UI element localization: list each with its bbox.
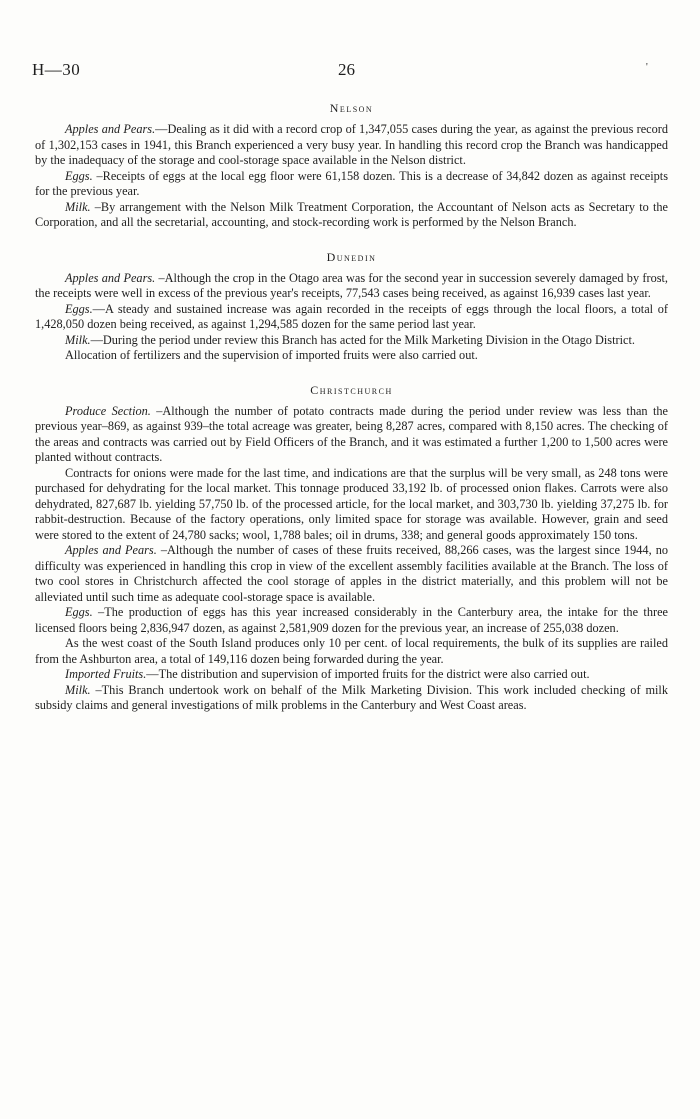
paragraph bbox=[35, 683, 668, 714]
page-reference: H—30 bbox=[32, 60, 81, 79]
paragraph-text: Allocation of fertilizers and the supervision of imported fruits were also carried out. bbox=[65, 348, 478, 362]
paragraph-text: –This Branch undertook work on behalf of the Milk Marketing Division. This work included checking of milk subsidy claims and general investigations of milk problems in the Canterbury and West Coast areas. bbox=[35, 682, 668, 712]
corner-mark: ' bbox=[646, 62, 648, 73]
paragraph-lead: Milk. bbox=[65, 682, 91, 697]
paragraph-lead: Apples and Pears. bbox=[65, 543, 157, 557]
paragraph bbox=[35, 169, 668, 200]
paragraph bbox=[35, 636, 668, 667]
paragraph bbox=[35, 333, 668, 349]
paragraph-text: –Although the number of potato contracts made during the period under review was less than the previous year–869, as against 939–the total acreage was greater, being 8,287 acres, compared with 8,150 acres. The checking of the areas and contracts was carried out by Field Officers of the Branch, and it was estimated a further 1,200 to 1,500 acres were planted without contracts. bbox=[35, 403, 668, 464]
paragraph bbox=[35, 543, 668, 605]
paragraph bbox=[35, 605, 668, 636]
section-heading-nelson: Nelson bbox=[329, 101, 374, 115]
paragraph bbox=[35, 667, 668, 683]
paragraph-text: —A steady and sustained increase was again recorded in the receipts of eggs through the local floors, a total of 1,428,050 dozen being received, as against 1,294,585 dozen for the same period last year. bbox=[35, 301, 668, 331]
paragraph bbox=[35, 348, 668, 364]
page-header bbox=[0, 60, 700, 82]
paragraph-text: As the west coast of the South Island produces only 10 per cent. of local requirements, the bulk of its supplies are railed from the Ashburton area, a total of 149,116 dozen being forwarded during the year. bbox=[35, 636, 668, 666]
paragraph-text: –Although the number of cases of these fruits received, 88,266 cases, was the largest since 1944, no difficulty was experienced in handling this crop in view of the excellent assembly facilities available at the Branch. The loss of two cool stores in Christchurch affected the cool storage of apples in the district materially, and this problem will not be alleviated until such time as adequate cool-storage space is available. bbox=[35, 543, 668, 604]
paragraph-text: –Receipts of eggs at the local egg floor were 61,158 dozen. This is a decrease of 34,842 dozen as against receipts for the previous year. bbox=[35, 168, 668, 198]
section-heading-dunedin: Dunedin bbox=[326, 249, 377, 264]
paragraph-text: –Although the crop in the Otago area was for the second year in succession severely damaged by frost, the receipts were well in excess of the previous year's receipts, 77,543 cases being received, as against 16,939 cases last year. bbox=[35, 270, 668, 300]
paragraph-text: –By arrangement with the Nelson Milk Treatment Corporation, the Accountant of Nelson acts as Secretary to the Corporation, and all the secretarial, accounting, and stock-recording work is performed by the Nelson Branch. bbox=[35, 199, 668, 229]
paragraph-lead: Imported Fruits. bbox=[65, 667, 147, 681]
paragraph bbox=[35, 404, 668, 466]
paragraph-lead: Eggs. bbox=[65, 168, 93, 183]
paragraph-lead: Apples and Pears. bbox=[65, 270, 156, 285]
paragraph-lead: Milk. bbox=[65, 199, 91, 214]
paragraph bbox=[35, 200, 668, 231]
section-heading-christchurch: Christchurch bbox=[310, 382, 393, 397]
paragraph-text: —Dealing as it did with a record crop of 1,347,055 cases during the year, as against the previous record of 1,302,153 cases in 1941, this Branch experienced a very busy year. In handling this record crop the Branch was handicapped by the inadequacy of the storage and cool-storage space available in the Nelson district. bbox=[35, 122, 668, 167]
paragraph bbox=[35, 271, 668, 302]
paragraph-lead: Milk. bbox=[65, 332, 91, 347]
paragraph-lead: Eggs. bbox=[65, 605, 93, 619]
page-number: 26 bbox=[338, 60, 355, 79]
paragraph-text: –The production of eggs has this year increased considerably in the Canterbury area, the intake for the three licensed floors being 2,836,947 dozen, as against 2,581,909 dozen for the previous year, an increase of 255,038 dozen. bbox=[35, 605, 668, 635]
paragraph-lead: Eggs. bbox=[65, 301, 93, 316]
paragraph-text: —During the period under review this Branch has acted for the Milk Marketing Division in the Otago District. bbox=[90, 332, 635, 347]
paragraph-lead: Apples and Pears. bbox=[65, 122, 156, 136]
paragraph bbox=[35, 122, 668, 169]
document-body bbox=[35, 100, 668, 714]
paragraph bbox=[35, 302, 668, 333]
paragraph-text: Contracts for onions were made for the last time, and indications are that the surplus will be very small, as 248 tons were purchased for dehydrating for the local market. This tonnage produced 33,192 lb. of processed onion flakes. Carrots were also dehydrated, 827,687 lb. yielding 57,750 lb. of the processed article, for the local market, and 303,730 lb. yielding 37,275 lb. for rabbit-destruction. Because of the factory operations, only limited space for storage was available. However, grain and seed were stored to the extent of 24,780 sacks; wool, 1,788 bales; oil in drums, 338; and general goods approximately 150 tons. bbox=[35, 465, 668, 542]
paragraph bbox=[35, 466, 668, 544]
paragraph-text: —The distribution and supervision of imported fruits for the district were also carried out. bbox=[146, 667, 590, 681]
paragraph-lead: Produce Section. bbox=[65, 403, 151, 418]
